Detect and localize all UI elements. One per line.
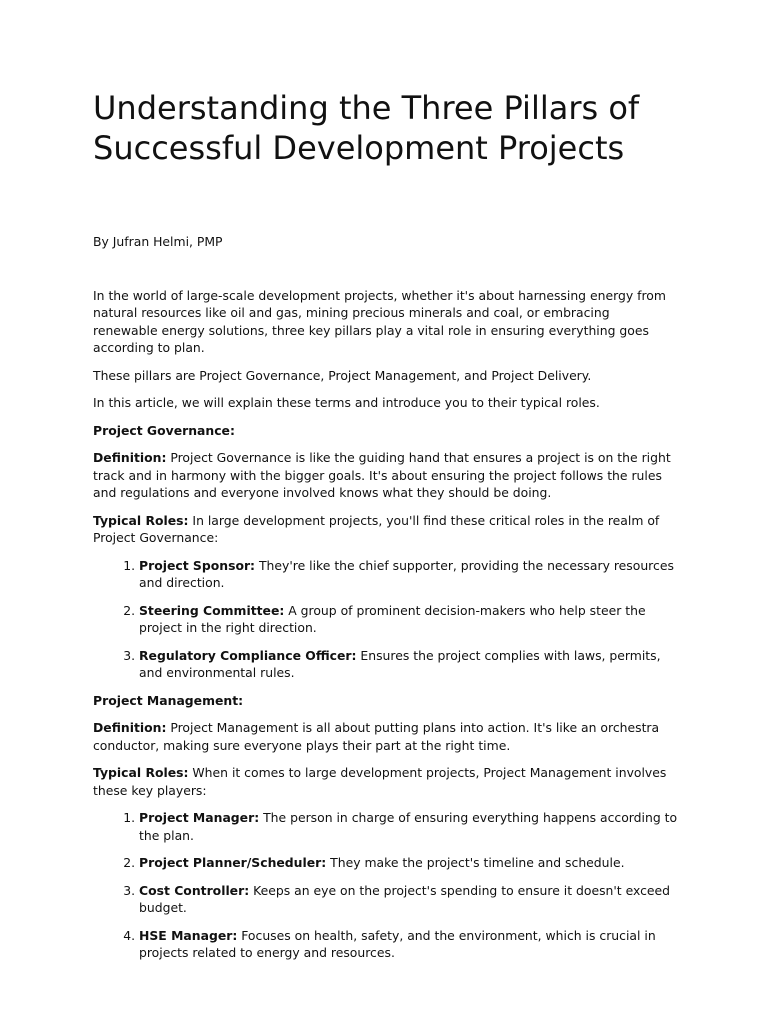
list-item (139, 809, 678, 844)
list-item (139, 882, 678, 917)
management-roles-list (93, 809, 678, 962)
definition-label: Definition: (93, 720, 167, 735)
section-heading-governance: Project Governance: (93, 422, 235, 438)
list-item (139, 927, 678, 962)
role-desc: Ensures the project complies with laws, permits, and environmental rules. (139, 647, 661, 680)
list-item (139, 647, 678, 682)
intro-paragraph: These pillars are Project Governance, Project Management, and Project Delivery. (93, 367, 592, 383)
section-heading-management: Project Management: (93, 692, 244, 708)
management-definition (93, 719, 678, 754)
role-desc: They're like the chief supporter, providing the necessary resources and direction. (139, 557, 674, 590)
list-item (139, 854, 678, 872)
role-name: Project Planner/Scheduler: (139, 855, 327, 870)
list-item (139, 602, 678, 637)
role-name: Project Sponsor: (139, 557, 256, 573)
definition-text: Project Management is all about putting plans into action. It's like an orchestra conductor, making sure everyone plays their part at the right time. (93, 720, 660, 753)
role-name: Project Manager: (139, 810, 260, 825)
article-title: Understanding the Three Pillars of Successful Development Projects (93, 89, 640, 167)
role-desc: Focuses on health, safety, and the environment, which is crucial in projects related to energy and resources. (139, 927, 656, 960)
byline: By Jufran Helmi, PMP (93, 234, 223, 249)
article-body (93, 233, 678, 972)
role-desc: Keeps an eye on the project's spending to ensure it doesn't exceed budget. (139, 882, 671, 915)
roles-label: Typical Roles: (93, 765, 189, 780)
role-desc: A group of prominent decision-makers who help steer the project in the right direction. (139, 602, 646, 635)
role-desc: The person in charge of ensuring everything happens according to the plan. (139, 810, 678, 843)
definition-label: Definition: (93, 450, 167, 465)
role-name: Cost Controller: (139, 882, 250, 898)
intro-paragraph: In this article, we will explain these terms and introduce you to their typical roles. (93, 395, 600, 410)
role-desc: They make the project's timeline and schedule. (326, 855, 625, 870)
roles-text: When it comes to large development projects, Project Management involves these key players: (93, 765, 667, 798)
intro-paragraph: In the world of large-scale development projects, whether it's about harnessing energy from natural resources like oil and gas, mining precious minerals and coal, or embracing renewable energy solutions, three key pillars play a vital role in ensuring everything goes according to plan. (93, 287, 666, 355)
role-name: Steering Committee: (139, 602, 285, 618)
list-item (139, 557, 678, 592)
governance-definition (93, 449, 678, 502)
role-name: HSE Manager: (139, 927, 238, 943)
role-name: Regulatory Compliance Officer: (139, 647, 357, 663)
governance-roles-list (93, 557, 678, 682)
roles-label: Typical Roles: (93, 512, 189, 528)
roles-text: In large development projects, you'll find these critical roles in the realm of Project Governance: (93, 512, 660, 545)
governance-roles-intro (93, 512, 678, 547)
definition-text: Project Governance is like the guiding hand that ensures a project is on the right track and in harmony with the bigger goals. It's about ensuring the project follows the rules and regulations and everyone involved knows what they should be doing. (93, 450, 671, 500)
management-roles-intro (93, 764, 678, 799)
